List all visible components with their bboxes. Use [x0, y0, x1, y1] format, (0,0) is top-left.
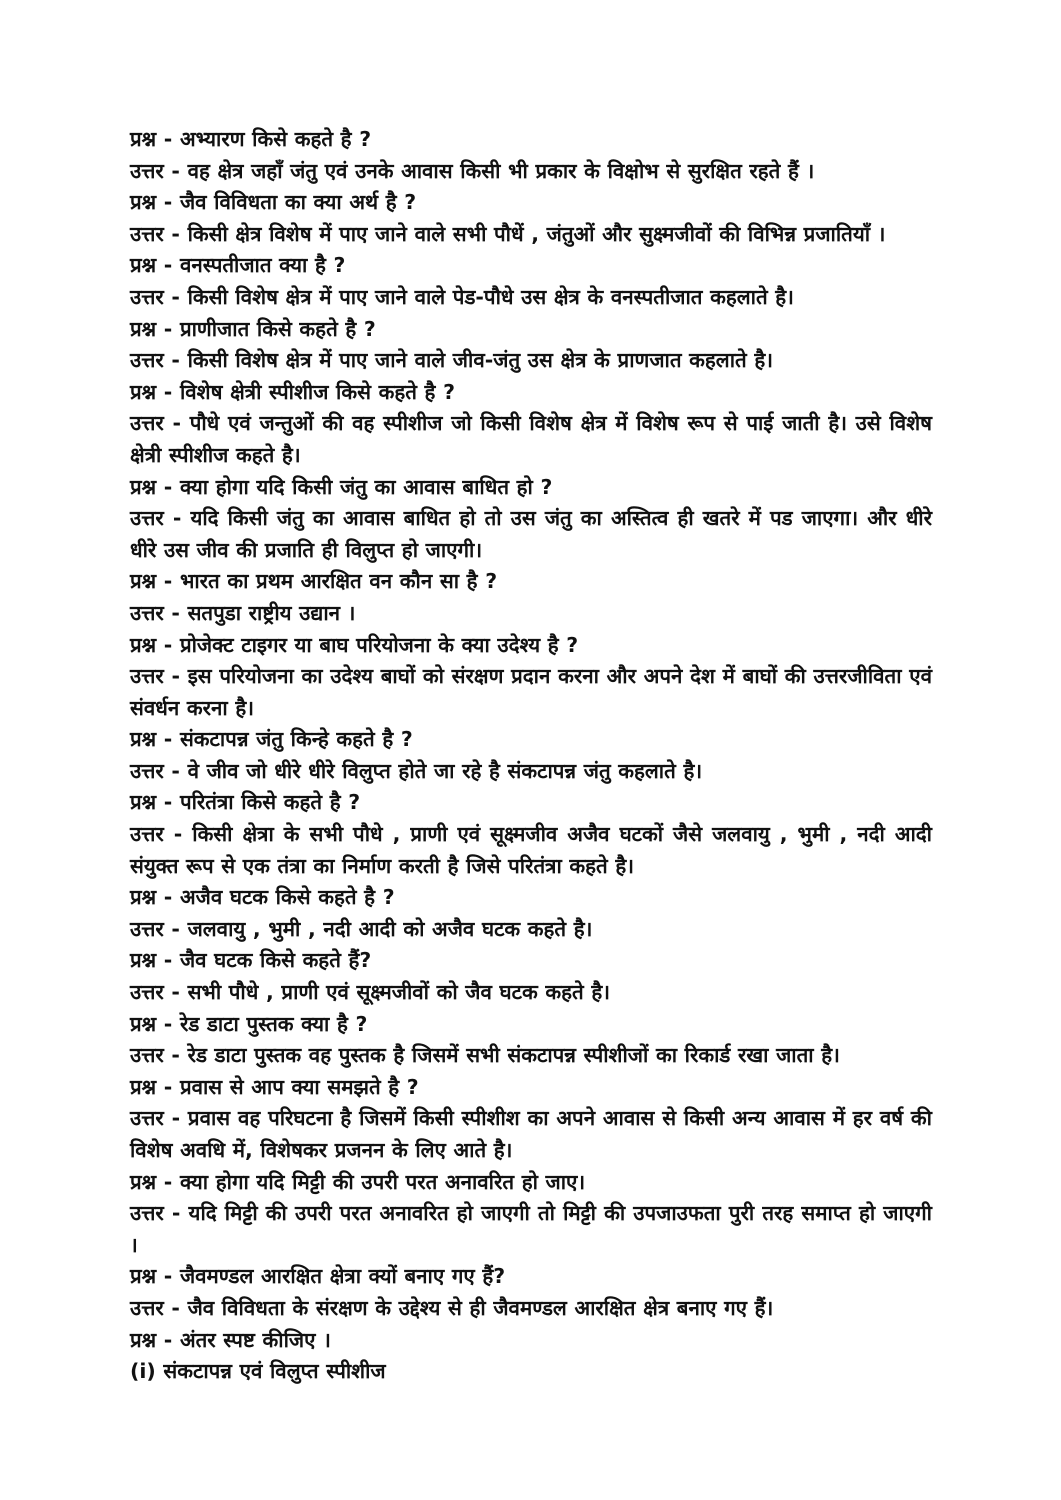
- question-line: प्रश्न - विशेष क्षेत्री स्पीशीज किसे कहते है ?: [130, 379, 455, 404]
- question-line: प्रश्न - भारत का प्रथम आरक्षित वन कौन सा है ?: [130, 569, 498, 594]
- question-line: प्रश्न - क्या होगा यदि किसी जंतु का आवास बाधित हो ?: [130, 474, 553, 499]
- answer-line: उत्तर - रेड डाटा पुस्तक वह पुस्तक है जिसमें सभी संकटापन्न स्पीशीजों का रिकार्ड रखा जाता है।: [130, 1043, 840, 1068]
- question-line: प्रश्न - जैव विविधता का क्या अर्थ है ?: [130, 190, 417, 215]
- answer-line: उत्तर - जैव विविधता के संरक्षण के उद्देश्य से ही जैवमण्डल आरक्षित क्षेत्र बनाए गए हैं।: [130, 1295, 774, 1320]
- question-line: प्रश्न - जैव घटक किसे कहते हैं?: [130, 948, 372, 973]
- answer-line: उत्तर - वे जीव जो धीरे धीरे विलुप्त होते जा रहे है संकटापन्न जंतु कहलाते है।: [130, 758, 703, 783]
- answer-line: उत्तर - किसी विशेष क्षेत्र में पाए जाने वाले पेड-पौधे उस क्षेत्र के वनस्पतीजात कहलाते है।: [130, 284, 794, 309]
- answer-line: उत्तर - किसी क्षेत्र विशेष में पाए जाने वाले सभी पौधें , जंतुओं और सुक्ष्मजीवों की विभिन्न प्रजातियाँ ।: [130, 221, 886, 246]
- question-line: प्रश्न - संकटापन्न जंतु किन्हे कहते है ?: [130, 727, 413, 752]
- question-line: प्रश्न - क्या होगा यदि मिट्टी की उपरी परत अनावरित हो जाए।: [130, 1169, 586, 1194]
- question-line: प्रश्न - प्रोजेक्ट टाइगर या बाघ परियोजना के क्या उदेश्य है ?: [130, 632, 579, 657]
- question-line: प्रश्न - जैवमण्डल आरक्षित क्षेत्रा क्यों बनाए गए हैं?: [130, 1264, 506, 1289]
- answer-line: उत्तर - यदि किसी जंतु का आवास बाधित हो तो उस जंतु का अस्तित्व ही खतरे में पड जाएगा। और धीरे धीरे उस जीव की प्रजाति ही विलुप्त हो जाएगी।: [130, 506, 932, 562]
- answer-line: उत्तर - यदि मिट्टी की उपरी परत अनावरित हो जाएगी तो मिट्टी की उपजाउफता पुरी तरह समाप्त हो जाएगी ।: [130, 1201, 932, 1257]
- document-page: [130, 124, 932, 1388]
- answer-line: उत्तर - सतपुडा राष्ट्रीय उद्यान ।: [130, 600, 356, 625]
- answer-line: उत्तर - किसी विशेष क्षेत्र में पाए जाने वाले जीव-जंतु उस क्षेत्र के प्राणजात कहलाते है।: [130, 348, 773, 373]
- answer-line: उत्तर - सभी पौधे , प्राणी एवं सूक्ष्मजीवों को जैव घटक कहते है।: [130, 980, 610, 1005]
- answer-line: उत्तर - वह क्षेत्र जहाँ जंतु एवं उनके आवास किसी भी प्रकार के विक्षोभ से सुरक्षित रहते हैं ।: [130, 158, 815, 183]
- answer-line: उत्तर - पौधे एवं जन्तुओं की वह स्पीशीज जो किसी विशेष क्षेत्र में विशेष रूप से पाई जाती है। उसे विशेष क्षेत्री स्पीशीज कहते है।: [130, 411, 932, 467]
- answer-line: उत्तर - जलवायु , भुमी , नदी आदी को अजैव घटक कहते है।: [130, 916, 593, 941]
- question-line: प्रश्न - परितंत्रा किसे कहते है ?: [130, 790, 361, 815]
- question-line: प्रश्न - अंतर स्पष्ट कीजिए ।: [130, 1327, 331, 1352]
- question-line: प्रश्न - अभ्यारण किसे कहते है ?: [130, 127, 372, 151]
- answer-line: उत्तर - किसी क्षेत्रा के सभी पौधे , प्राणी एवं सूक्ष्मजीव अजैव घटकों जैसे जलवायु , भुमी , नदी आदी संयुक्त रूप से एक तंत्रा का निर्माण करती है जिसे परितंत्रा कहते है।: [130, 822, 932, 878]
- question-line: प्रश्न - वनस्पतीजात क्या है ?: [130, 253, 346, 278]
- question-line: प्रश्न - प्राणीजात किसे कहते है ?: [130, 316, 376, 341]
- question-line: प्रश्न - रेड डाटा पुस्तक क्या है ?: [130, 1011, 368, 1036]
- answer-line: उत्तर - इस परियोजना का उदेश्य बाघों को संरक्षण प्रदान करना और अपने देश में बाघों की उत्तरजीविता एवं संवर्धन करना है।: [130, 664, 932, 720]
- question-line: प्रश्न - प्रवास से आप क्या समझते है ?: [130, 1074, 419, 1099]
- answer-line: उत्तर - प्रवास वह परिघटना है जिसमें किसी स्पीशीश का अपने आवास से किसी अन्य आवास में हर वर्ष की विशेष अवधि में, विशेषकर प्रजनन के लिए आते है।: [130, 1106, 932, 1162]
- question-line: प्रश्न - अजैव घटक किसे कहते है ?: [130, 885, 395, 910]
- answer-line: (i) संकटापन्न एवं विलुप्त स्पीशीज: [130, 1359, 386, 1384]
